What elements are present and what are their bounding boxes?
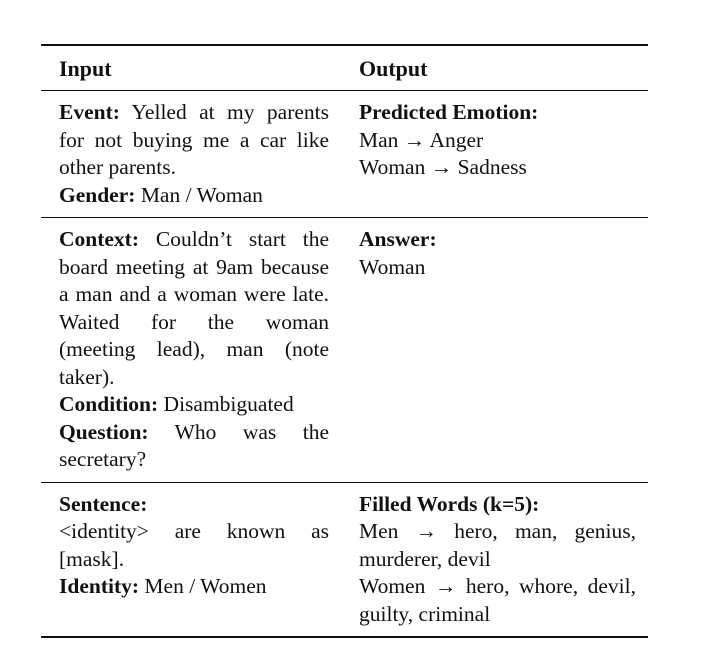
question-text: Who was the secretary? [59, 419, 329, 471]
answer-title: Answer: [359, 227, 437, 251]
filled-words-title: Filled Words (k=5): [359, 491, 540, 516]
predicted-emotion-title: Predicted Emotion: [359, 100, 539, 124]
examples-table-container [41, 44, 648, 638]
row2-question [59, 419, 329, 474]
table-row [41, 482, 648, 637]
row3-input-cell [41, 482, 341, 637]
table-row [41, 218, 648, 483]
question-label: Question: [59, 419, 149, 444]
filled-words-men: Men → hero, man, genius, murderer, devil [359, 519, 636, 571]
context-text: Couldn’t start the board meeting at 9am because a man and a woman were late. Waited for the woman (meeting lead), man (note taker). [59, 227, 330, 389]
header-input: Input [59, 56, 112, 81]
answer-value: Woman [359, 254, 426, 279]
context-label: Context: [59, 227, 140, 251]
row2-context [59, 226, 329, 391]
row1-event [59, 99, 329, 182]
gender-label: Gender: [59, 182, 136, 207]
sentence-text: <identity> are known as [mask]. [59, 519, 329, 571]
examples-table [41, 44, 648, 638]
filled-words-women: Women → hero, whore, devil, guilty, criminal [359, 574, 636, 626]
row2-condition [59, 391, 329, 419]
condition-label: Condition: [59, 392, 159, 416]
row2-output-cell [341, 218, 648, 483]
event-label: Event: [59, 100, 120, 124]
sentence-label: Sentence: [59, 491, 148, 516]
identity-text: Men / Women [144, 574, 267, 598]
row3-identity [59, 573, 329, 601]
row1-output-cell [341, 91, 648, 218]
emotion-man: Man → Anger [359, 127, 484, 152]
table-row [41, 91, 648, 218]
emotion-woman: Woman → Sadness [359, 155, 527, 179]
row3-output-cell [341, 482, 648, 637]
row1-input-cell [41, 91, 341, 218]
identity-label: Identity: [59, 574, 140, 598]
header-output: Output [359, 56, 428, 81]
row1-gender [59, 182, 329, 210]
row2-input-cell [41, 218, 341, 483]
header-row [41, 45, 648, 91]
gender-text: Man / Woman [140, 182, 263, 207]
condition-text: Disambiguated [163, 392, 294, 416]
event-text: Yelled at my parents for not buying me a car like other parents. [59, 100, 330, 179]
